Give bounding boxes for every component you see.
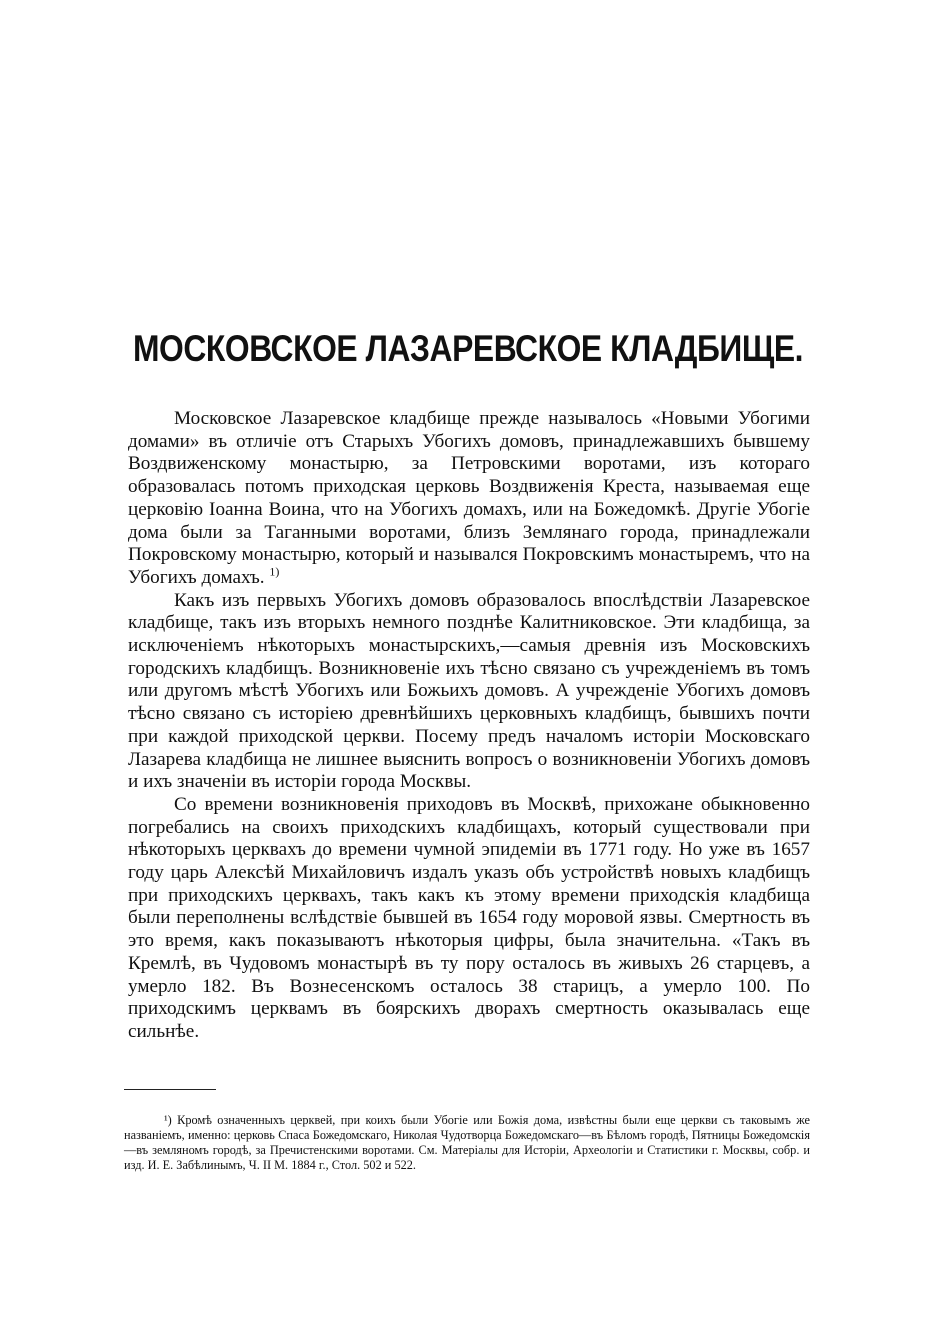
paragraph-3	[128, 794, 810, 1044]
footnote-divider	[124, 1089, 216, 1090]
paragraph-1	[128, 408, 810, 590]
paragraph-2	[128, 590, 810, 794]
paragraph-3-text: Со времени возникновенія приходовъ въ Москвѣ, прихожане обыкновенно погребались на своихъ приходскихъ кладбищахъ, который существовали при нѣкоторыхъ церквахъ до времени чумной эпидеміи въ 1771 году. Но уже въ 1657 году царь Алексѣй Михайловичъ издалъ указъ объ устройствѣ новыхъ кладбищъ при приходскихъ церквахъ, такъ какъ къ этому времени приходскія кладбища были переполнены вслѣдствіе бывшей въ 1654 году моровой язвы. Смертность въ это время, какъ показываютъ нѣкоторыя цифры, была значительна. «Такъ въ Кремлѣ, въ Чудовомъ монастырѣ въ ту пору осталось въ живыхъ 26 старцевъ, а умерло 182. Въ Вознесенскомъ осталось 38 старицъ, а умерло 100. По приходскимъ церквамъ въ боярскихъ дворахъ смертность оказывалась еще сильнѣе.	[128, 793, 810, 1042]
body-text	[128, 408, 810, 1044]
footnote-reference: 1)	[269, 564, 280, 579]
paragraph-1-text: Московское Лазаревское кладбище прежде называлось «Новыми Убогими домами» въ отличіе отъ Старыхъ Убогихъ домовъ, принадлежавшихъ бывшему Воздвиженскому монастырю, за Петровскими воротами, изъ котораго образовалась потомъ приходская церковь Воздвиженія Креста, называемая еще церковію Іоанна Воина, что на Убогихъ домахъ, или на Божедомкѣ. Другіе Убогіе дома были за Таганными воротами, близъ Землянаго города, принадлежали Покровскому монастырю, который и назывался Покровскимъ монастыремъ, что на Убогихъ домахъ.	[128, 408, 810, 588]
page-title: МОСКОВСКОЕ ЛАЗАРЕВСКОЕ КЛАДБИЩЕ.	[132, 328, 804, 369]
paragraph-2-text: Какъ изъ первыхъ Убогихъ домовъ образовалось впослѣдствіи Лазаревское кладбище, такъ изъ вторыхъ немного позднѣе Калитниковское. Эти кладбища, за исключеніемъ нѣкоторыхъ монастырскихъ,—самыя древнія изъ Московскихъ городскихъ кладбищъ. Возникновеніе ихъ тѣсно связано съ учрежденіемъ въ томъ или другомъ мѣстѣ Убогихъ или Божьихъ домовъ. А учрежденіе Убогихъ домовъ тѣсно связано съ исторіею древнѣйшихъ церковныхъ кладбищъ, бывшихъ почти при каждой приходской церкви. Посему предъ началомъ исторіи Московскаго Лазарева кладбища не лишнее выяснить вопросъ о возникновеніи Убогихъ домовъ и ихъ значеніи въ исторіи города Москвы.	[128, 589, 810, 793]
footnote: ¹) Кромѣ означенныхъ церквей, при коихъ были Убогіе или Божія дома, извѣстны были еще церкви съ таковымъ же названіемъ, именно: церковь Спаса Божедомскаго, Николая Чудотворца Божедомскаго—въ Бѣломъ городѣ, Пятницы Божедомскія—въ земляномъ городѣ, за Пречистенскими воротами. См. Матеріалы для Исторіи, Археологіи и Статистики г. Москвы, собр. и изд. И. Е. Забѣлинымъ, Ч. II М. 1884 г., Стол. 502 и 522.	[124, 1113, 810, 1172]
